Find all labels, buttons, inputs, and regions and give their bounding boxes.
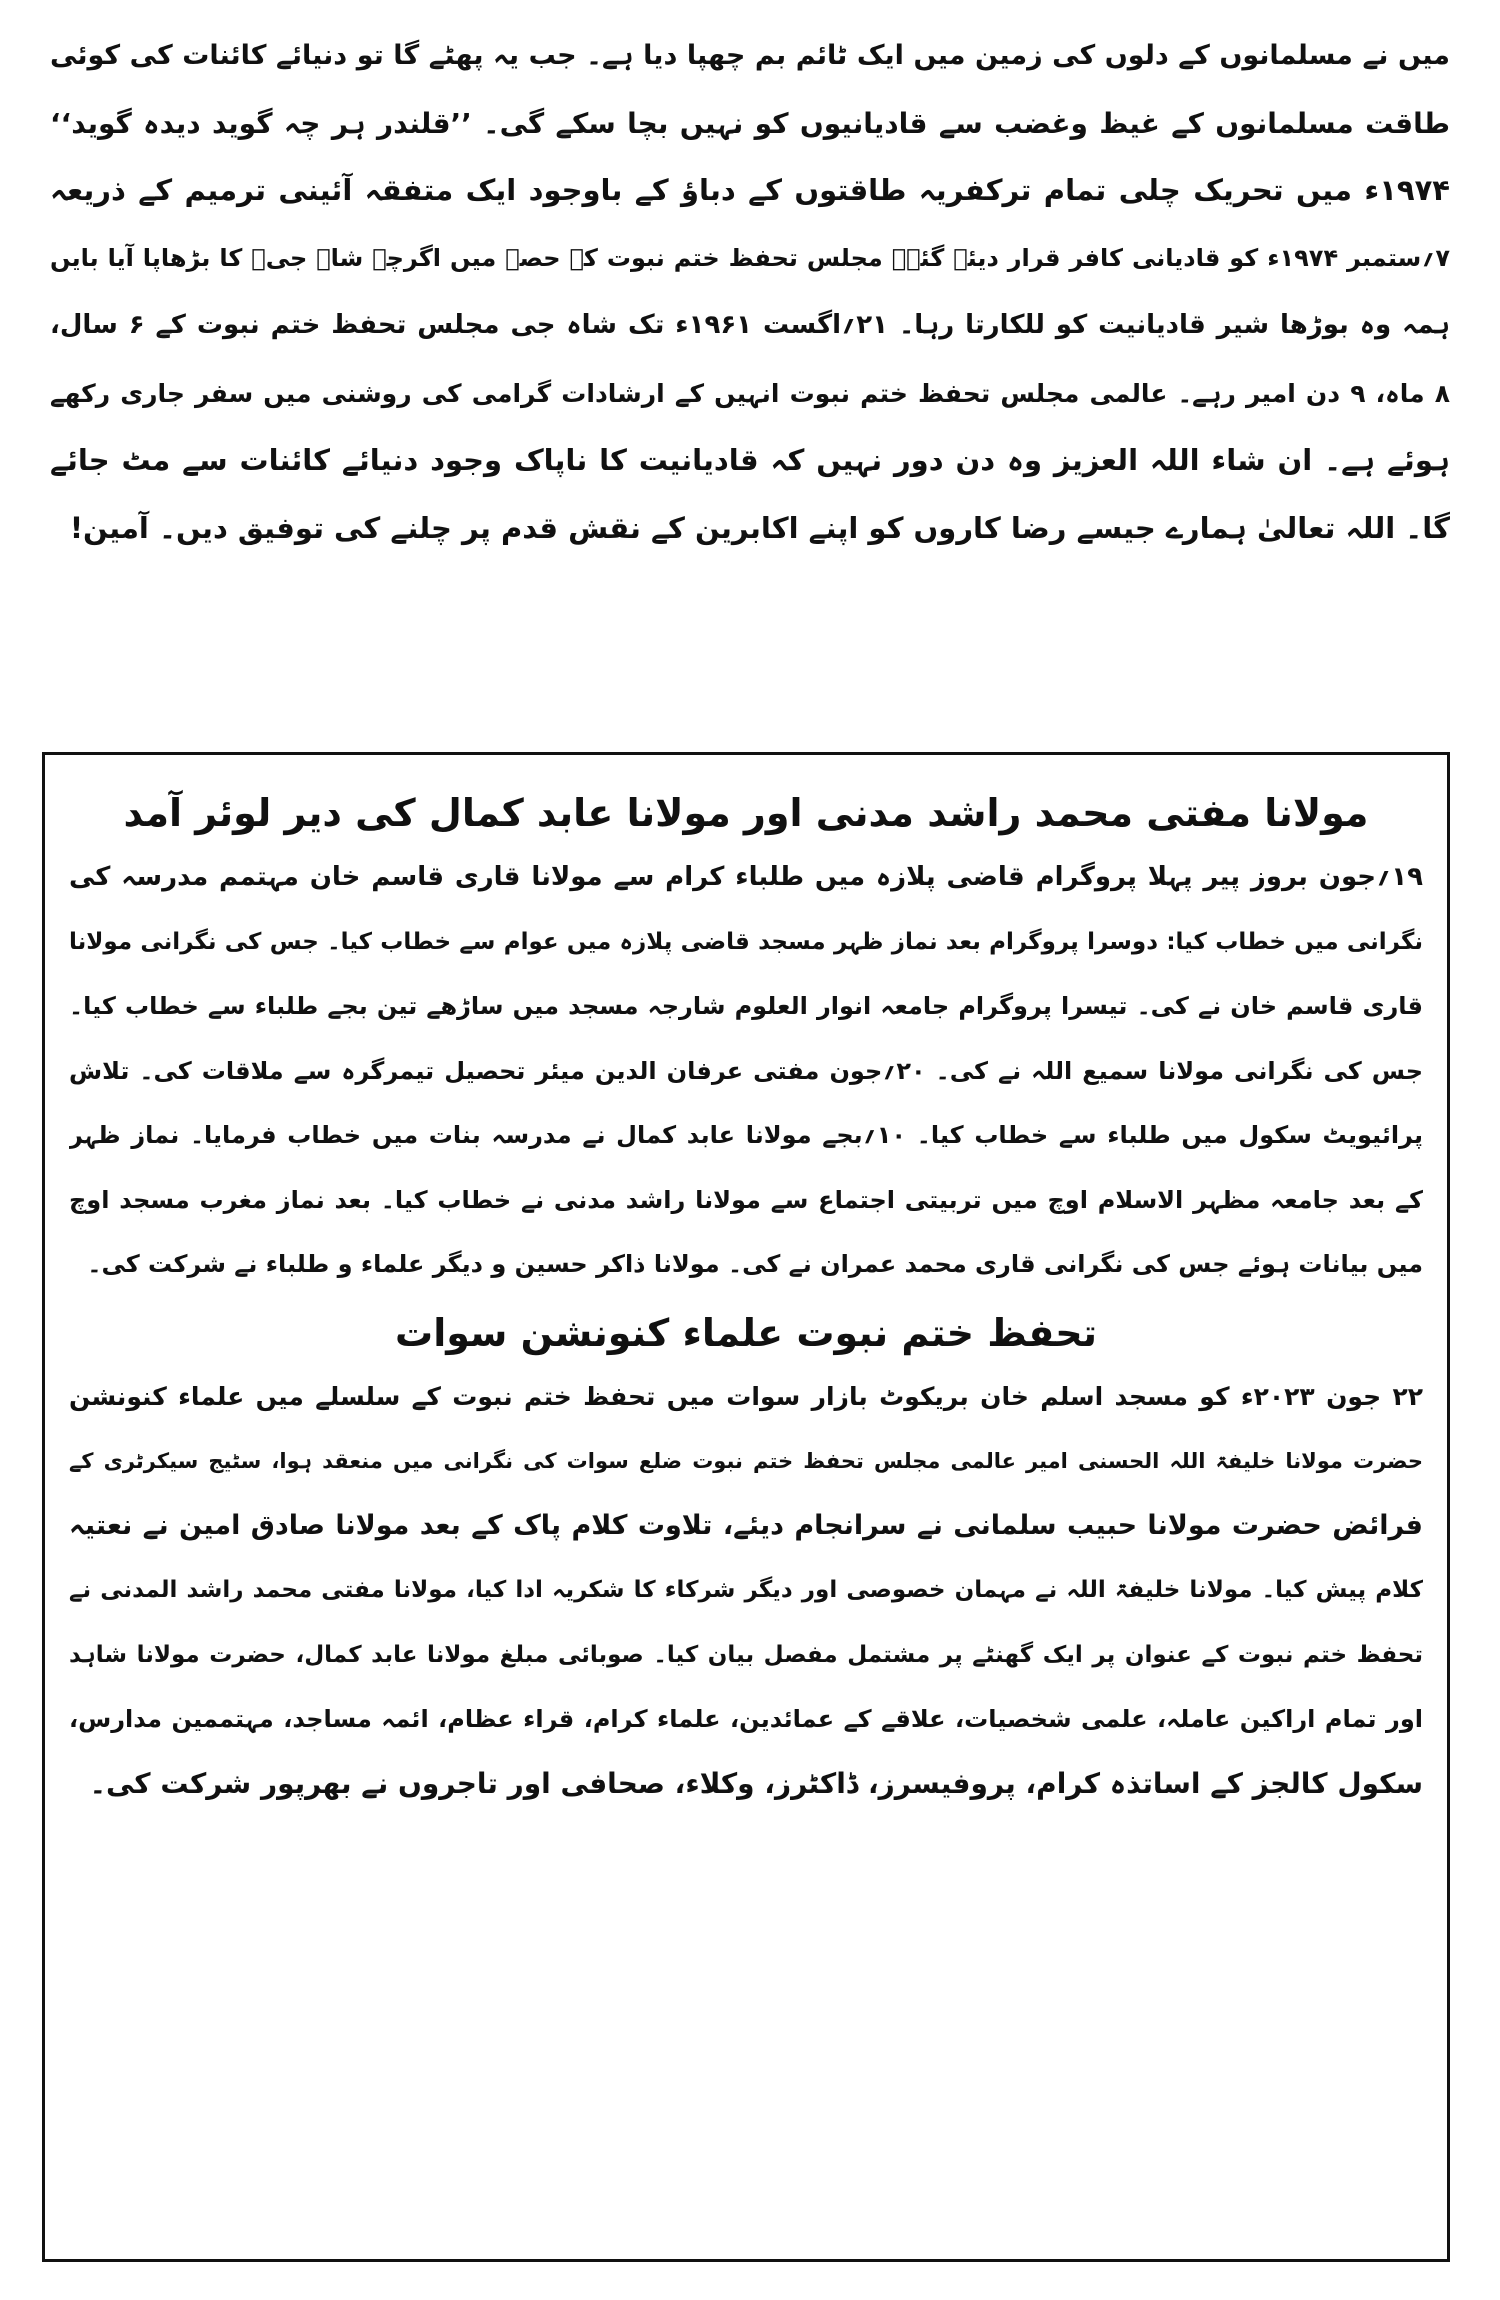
text-line: ۱۹۷۴ء میں تحریک چلی تمام ترکفریہ طاقتوں کے دباؤ کے باوجود ایک متفقہ آئینی ترمیم کے ذریعہ xyxy=(50,173,1450,207)
text-line: جس کی نگرانی مولانا سمیع اللہ نے کی۔ ۲۰؍جون مفتی عرفان الدین میئر تحصیل تیمرگرہ سے ملاقات کی۔ تلاش xyxy=(69,1056,1423,1085)
section-heading-dir-lower: مولانا مفتی محمد راشد مدنی اور مولانا عابد کمال کی دیر لوئر آمد xyxy=(123,791,1369,835)
text-line: کلام پیش کیا۔ مولانا خلیفۃ اللہ نے مہمان خصوصی اور دیگر شرکاء کا شکریہ ادا کیا، مولانا مفتی محمد راشد المدنی نے xyxy=(69,1577,1423,1603)
text-line: ۲۲ جون ۲۰۲۳ء کو مسجد اسلم خان بریکوٹ بازار سوات میں تحفظ ختم نبوت کے سلسلے میں علماء کنونشن xyxy=(69,1381,1423,1411)
intro-paragraph xyxy=(50,22,1450,562)
text-line: میں بیانات ہوئے جس کی نگرانی قاری محمد عمران نے کی۔ مولانا ذاکر حسین و دیگر علماء و طلباء نے شرکت کی۔ xyxy=(87,1250,1423,1278)
text-line: حضرت مولانا خلیفۃ اللہ الحسنی امیر عالمی مجلس تحفظ ختم نبوت ضلع سوات کی نگرانی میں منعقد ہوا، سٹیج سیکرٹری کے xyxy=(69,1449,1423,1473)
news-box xyxy=(42,752,1450,2262)
text-line: ہمہ وہ بوڑھا شیر قادیانیت کو للکارتا رہا۔ ۲۱؍اگست ۱۹۶۱ء تک شاہ جی مجلس تحفظ ختم نبوت کے ۶ سال، xyxy=(50,310,1450,340)
text-line: فرائض حضرت مولانا حبیب سلمانی نے سرانجام دیئے، تلاوت کلام پاک کے بعد مولانا صادق امین نے نعتیہ xyxy=(69,1509,1423,1541)
section-paragraph-swat-convention xyxy=(69,1365,1423,1817)
text-line: نگرانی میں خطاب کیا: دوسرا پروگرام بعد نماز ظہر مسجد قاضی پلازہ میں عوام سے خطاب کیا۔ جس کی نگرانی مولانا xyxy=(69,928,1423,955)
text-line: اور تمام اراکین عاملہ، علمی شخصیات، علاقے کے عمائدین، علماء کرام، قراء عظام، ائمہ مساجد، مہتممین مدارس، xyxy=(69,1705,1423,1733)
text-line: گا۔ اللہ تعالیٰ ہمارے جیسے رضا کاروں کو اپنے اکابرین کے نقش قدم پر چلنے کی توفیق دیں۔ آمین! xyxy=(69,510,1450,545)
text-line: میں نے مسلمانوں کے دلوں کی زمین میں ایک ٹائم بم چھپا دیا ہے۔ جب یہ پھٹے گا تو دنیائے کائنات کی کوئی xyxy=(50,40,1450,71)
text-line: پرائیویٹ سکول میں طلباء سے خطاب کیا۔ ۱۰؍بجے مولانا عابد کمال نے مدرسہ بنات میں خطاب فرمایا۔ نماز ظہر xyxy=(69,1121,1423,1149)
text-line: ہوئے ہے۔ ان شاء اللہ العزیز وہ دن دور نہیں کہ قادیانیت کا ناپاک وجود دنیائے کائنات سے مٹ جائے xyxy=(50,443,1450,477)
text-line: ۸ ماہ، ۹ دن امیر رہے۔ عالمی مجلس تحفظ ختم نبوت انہیں کے ارشادات گرامی کی روشنی میں سفر جاری رکھے xyxy=(50,378,1450,408)
text-line: ۷؍ستمبر ۱۹۷۴ء کو قادیانی کافر قرار دیئے گئے۔ مجلس تحفظ ختم نبوت کے حصہ میں اگرچہ شاہ جیؒ کا بڑھاپا آیا بایں xyxy=(50,243,1450,272)
section-paragraph-dir-lower xyxy=(69,845,1423,1297)
text-line: طاقت مسلمانوں کے غیظ وغضب سے قادیانیوں کو نہیں بچا سکے گی۔ ’’قلندر ہر چہ گوید دیدہ گوید‘‘ xyxy=(50,106,1450,140)
text-line: ۱۹؍جون بروز پیر پہلا پروگرام قاضی پلازہ میں طلباء کرام سے مولانا قاری قاسم خان مہتمم مدرسہ کی xyxy=(69,862,1423,892)
text-line: تحفظ ختم نبوت کے عنوان پر ایک گھنٹے پر مشتمل مفصل بیان کیا۔ صوبائی مبلغ مولانا عابد کمال، حضرت مولانا شاہد xyxy=(69,1641,1423,1668)
text-line: سکول کالجز کے اساتذہ کرام، پروفیسرز، ڈاکٹرز، وکلاء، صحافی اور تاجروں نے بھرپور شرکت کی۔ xyxy=(89,1766,1423,1800)
text-line: کے بعد جامعہ مظہر الاسلام اوچ میں تربیتی اجتماع سے مولانا راشد مدنی نے خطاب کیا۔ بعد نماز مغرب مسجد اوچ xyxy=(69,1185,1423,1214)
section-heading-swat-convention: تحفظ ختم نبوت علماء کنونشن سوات xyxy=(395,1310,1097,1355)
text-line: قاری قاسم خان نے کی۔ تیسرا پروگرام جامعہ انوار العلوم شارجہ مسجد میں ساڑھے تین بجے طلباء سے خطاب کیا۔ xyxy=(69,992,1423,1020)
